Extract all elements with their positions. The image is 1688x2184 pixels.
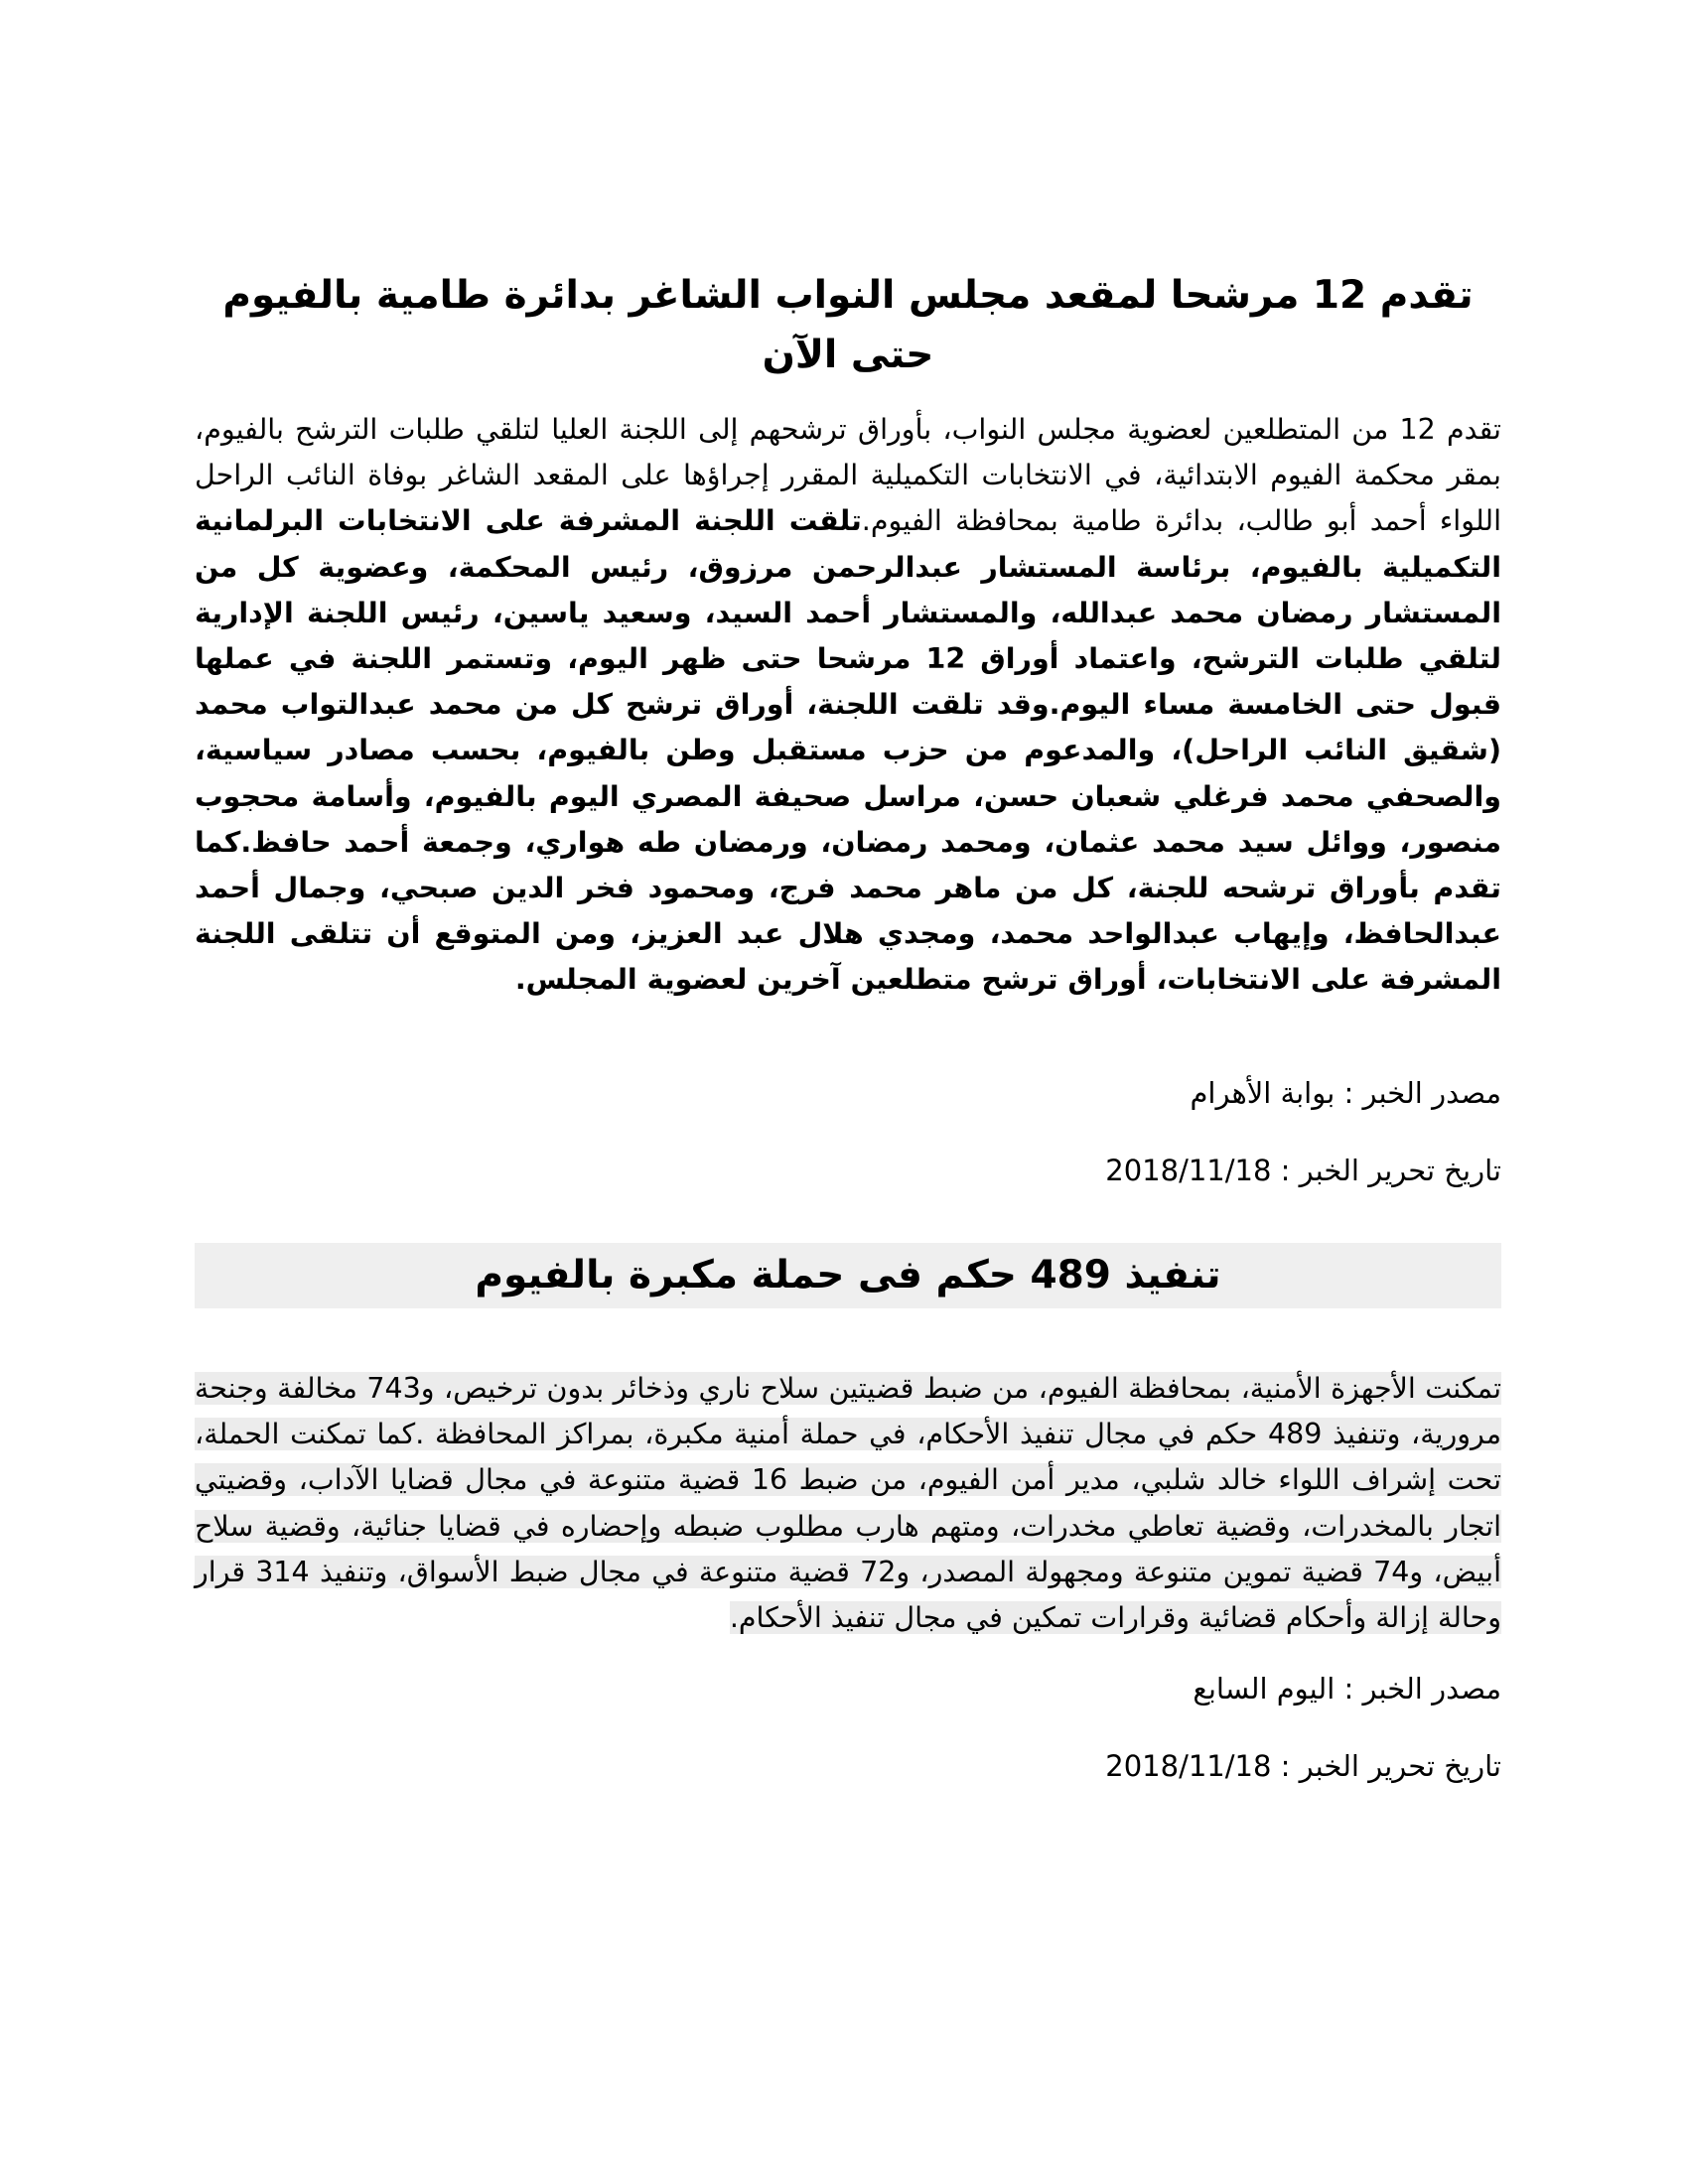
article-1-body [195, 407, 1501, 1004]
article-1-source-label: مصدر الخبر : [1335, 1075, 1501, 1110]
article-2-body [195, 1366, 1501, 1641]
article-1-date [195, 1151, 1501, 1190]
article-2-body-text: تمكنت الأجهزة الأمنية، بمحافظة الفيوم، من ضبط قضيتين سلاح ناري وذخائر بدون ترخيص، و743 مخالفة وجنحة مرورية، وتنفيذ 489 حكم في مجال تنفيذ الأحكام، في حملة أمنية مكبرة، بمراكز المحافظة .كما تمكنت الحملة، تحت إشراف اللواء خالد شلبي، مدير أمن الفيوم، من ضبط 16 قضية متنوعة في مجال قضايا الآداب، وقضيتي اتجار بالمخدرات، وقضية تعاطي مخدرات، ومتهم هارب مطلوب ضبطه وإحضاره في قضايا جنائية، وقضية سلاح أبيض، و74 قضية تموين متنوعة ومجهولة المصدر، و72 قضية متنوعة في مجال ضبط الأسواق، وتنفيذ 314 قرار وحالة إزالة وأحكام قضائية وقرارات تمكين في مجال تنفيذ الأحكام. [195, 1372, 1502, 1635]
article-2-date-label: تاريخ تحرير الخبر : [1271, 1749, 1501, 1784]
article-2-source-label: مصدر الخبر : [1335, 1672, 1501, 1706]
article-1-date-label: تاريخ تحرير الخبر : [1271, 1153, 1501, 1187]
article-2-source [195, 1669, 1501, 1708]
article-2-source-value: اليوم السابع [1193, 1672, 1336, 1706]
article-1-date-value: 2018/11/18 [1105, 1153, 1272, 1187]
article-2 [195, 1243, 1501, 1786]
article-1 [195, 266, 1501, 1190]
article-1-headline: تقدم 12 مرشحا لمقعد مجلس النواب الشاغر بدائرة طامية بالفيوم حتى الآن [222, 273, 1474, 377]
article-2-date [195, 1746, 1501, 1786]
article-2-date-value: 2018/11/18 [1105, 1749, 1272, 1784]
article-2-headline: تنفيذ 489 حكم فى حملة مكبرة بالفيوم [195, 1243, 1501, 1308]
article-1-source [195, 1073, 1501, 1113]
article-1-source-value: بوابة الأهرام [1190, 1075, 1336, 1110]
article-1-body-part-1: تقدم 12 من المتطلعين لعضوية مجلس النواب، بأوراق ترشحهم إلى اللجنة العليا لتلقي طلبات الترشح بالفيوم، بمقر محكمة الفيوم الابتدائية، في الانتخابات التكميلية المقرر إجراؤها على المقعد الشاغر بوفاة النائب الراحل اللواء أحمد أبو طالب، بدائرة طامية بمحافظة الفيوم. [195, 413, 1501, 538]
article-1-body-part-2: تلقت اللجنة المشرفة على الانتخابات البرلمانية التكميلية بالفيوم، برئاسة المستشار عبدالرحمن مرزوق، رئيس المحكمة، وعضوية كل من المستشار رمضان محمد عبدالله، والمستشار أحمد السيد، وسعيد ياسين، رئيس اللجنة الإدارية لتلقي طلبات الترشح، واعتماد أوراق 12 مرشحا حتى ظهر اليوم، وتستمر اللجنة في عملها قبول حتى الخامسة مساء اليوم.وقد تلقت اللجنة، أوراق ترشح كل من محمد عبدالتواب محمد (شقيق النائب الراحل)، والمدعوم من حزب مستقبل وطن بالفيوم، بحسب مصادر سياسية، والصحفي محمد فرغلي شعبان حسن، مراسل صحيفة المصري اليوم بالفيوم، وأسامة محجوب منصور، ووائل سيد محمد عثمان، ومحمد رمضان، ورمضان طه هواري، وجمعة أحمد حافظ.كما تقدم بأوراق ترشحه للجنة، كل من ماهر محمد فرج، ومحمود فخر الدين صبحي، وجمال أحمد عبدالحافظ، وإيهاب عبدالواحد محمد، ومجدي هلال عبد العزيز، ومن المتوقع أن تتلقى اللجنة المشرفة على الانتخابات، أوراق ترشح متطلعين آخرين لعضوية المجلس. [195, 504, 1501, 997]
